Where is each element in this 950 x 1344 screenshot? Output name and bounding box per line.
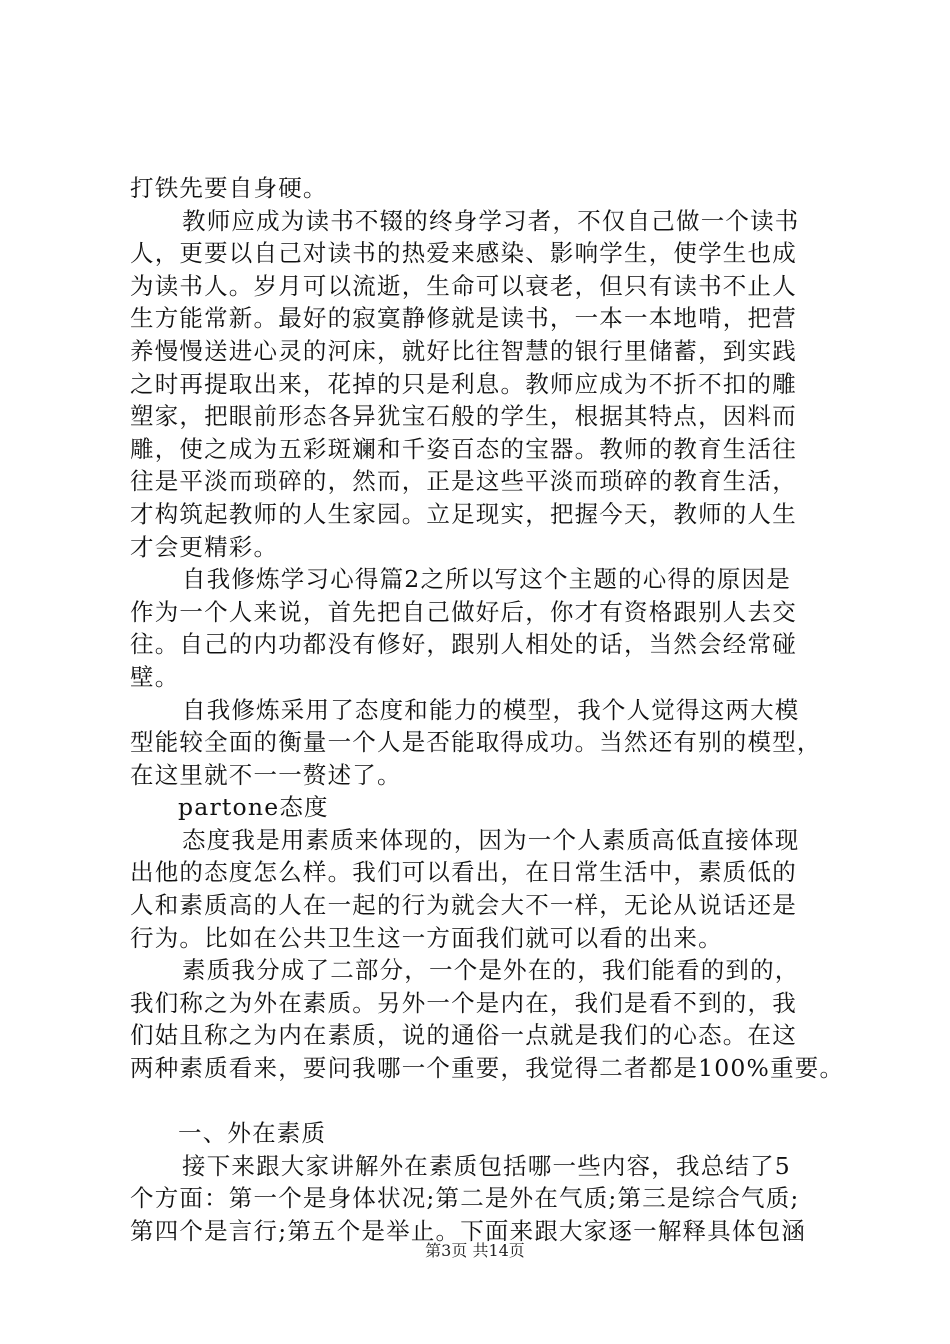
- paragraph-line: 第四个是言行;第五个是举止。下面来跟大家逐一解释具体包涵: [130, 1217, 807, 1245]
- page-number-footer: 第3页 共14页: [425, 1241, 525, 1260]
- paragraph-line: 素质我分成了二部分，一个是外在的，我们能看的到的，: [182, 956, 800, 985]
- paragraph-line: 人和素质高的人在一起的行为就会大不一样，无论从说话还是: [130, 891, 797, 920]
- paragraph-line: 两种素质看来，要问我哪一个重要，我觉得二者都是100%重要。: [130, 1054, 845, 1083]
- paragraph-line: 往是平淡而琐碎的，然而，正是这些平淡而琐碎的教育生活，: [130, 467, 797, 496]
- paragraph-line: 塑家，把眼前形态各异犹宝石般的学生，根据其特点，因料而: [130, 402, 797, 431]
- paragraph-line: 作为一个人来说，首先把自己做好后，你才有资格跟别人去交: [130, 597, 797, 626]
- paragraph-line: 个方面：第一个是身体状况;第二是外在气质;第三是综合气质;: [130, 1184, 800, 1213]
- paragraph-line: 自我修炼学习心得篇2之所以写这个主题的心得的原因是: [182, 565, 791, 594]
- paragraph-line: 型能较全面的衡量一个人是否能取得成功。当然还有别的模型，: [130, 728, 822, 757]
- paragraph-line: 雕，使之成为五彩斑斓和千姿百态的宝器。教师的教育生活往: [130, 434, 797, 463]
- paragraph-line: 态度我是用素质来体现的，因为一个人素质高低直接体现: [182, 825, 800, 854]
- section-heading: partone态度: [178, 793, 329, 822]
- paragraph-line: 自我修炼采用了态度和能力的模型，我个人觉得这两大模: [182, 695, 800, 724]
- paragraph-line: 们姑且称之为内在素质，说的通俗一点就是我们的心态。在这: [130, 1021, 797, 1050]
- paragraph-line: 生方能常新。最好的寂寞静修就是读书，一本一本地啃，把营: [130, 304, 797, 333]
- paragraph-line: 往。自己的内功都没有修好，跟别人相处的话，当然会经常碰: [130, 630, 797, 659]
- document-body: [130, 172, 845, 1248]
- blank-line: [130, 1085, 845, 1118]
- paragraph-line: 之时再提取出来，花掉的只是利息。教师应成为不折不扣的雕: [130, 369, 797, 398]
- section-heading: 一、外在素质: [178, 1119, 327, 1148]
- paragraph-line: 养慢慢送进心灵的河床，就好比往智慧的银行里储蓄，到实践: [130, 336, 797, 365]
- paragraph-line: 壁。: [130, 662, 180, 691]
- paragraph-line: 我们称之为外在素质。另外一个是内在，我们是看不到的，我: [130, 988, 797, 1017]
- paragraph-line: 才会更精彩。: [130, 532, 279, 561]
- paragraph-line: 出他的态度怎么样。我们可以看出，在日常生活中，素质低的: [130, 858, 797, 887]
- paragraph-line: 教师应成为读书不辍的终身学习者，不仅自己做一个读书: [182, 206, 800, 235]
- paragraph-line: 行为。比如在公共卫生这一方面我们就可以看的出来。: [130, 923, 723, 952]
- paragraph-line: 接下来跟大家讲解外在素质包括哪一些内容，我总结了5: [182, 1151, 791, 1180]
- paragraph-line: 在这里就不一一赘述了。: [130, 760, 402, 789]
- paragraph-line: 为读书人。岁月可以流逝，生命可以衰老，但只有读书不止人: [130, 271, 797, 300]
- paragraph-line: 人，更要以自己对读书的热爱来感染、影响学生，使学生也成: [130, 239, 797, 268]
- paragraph-line: 才构筑起教师的人生家园。立足现实，把握今天，教师的人生: [130, 499, 797, 528]
- paragraph-line: 打铁先要自身硬。: [130, 174, 328, 202]
